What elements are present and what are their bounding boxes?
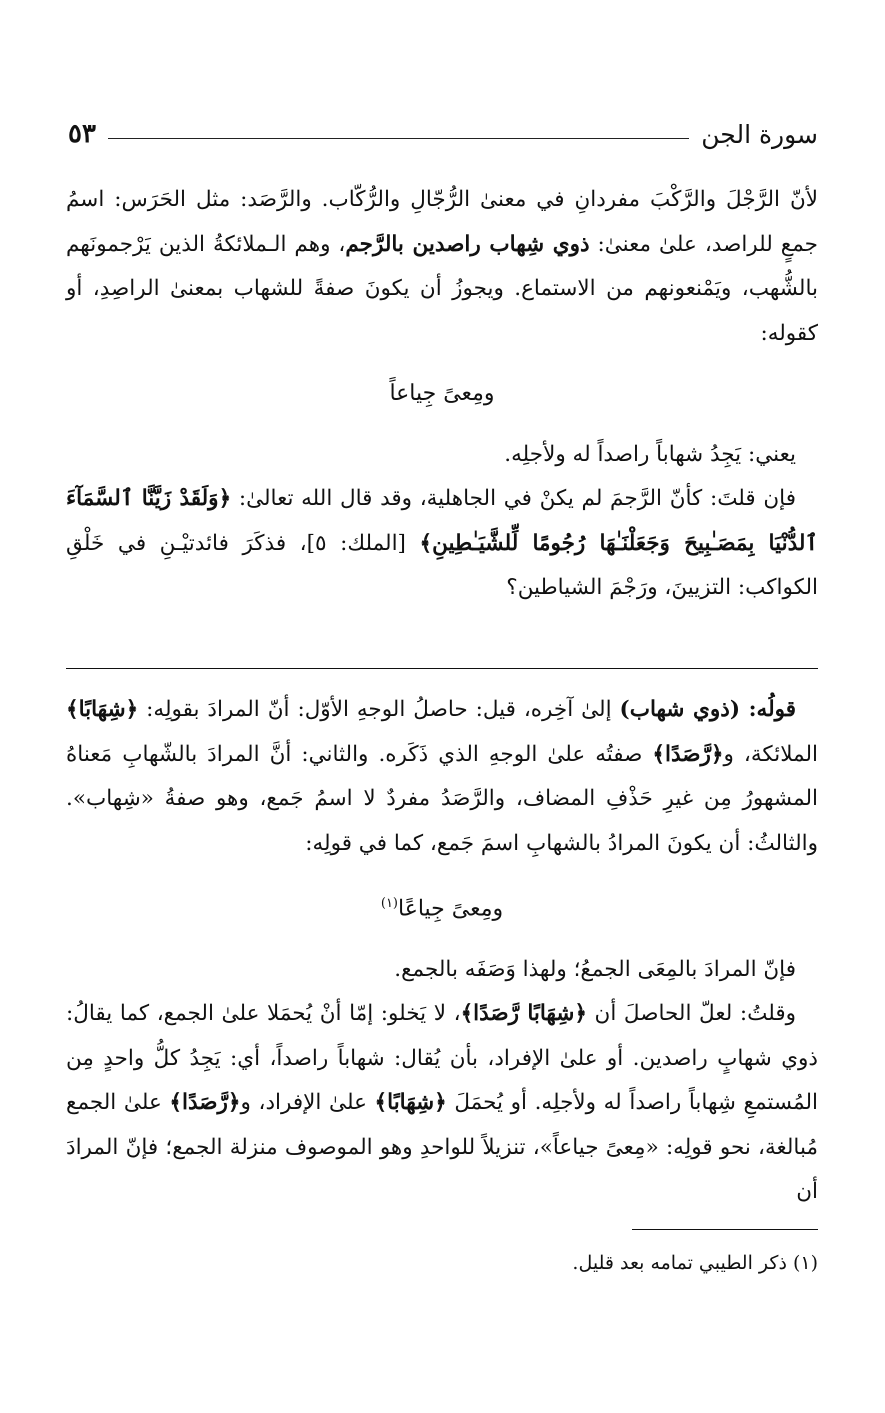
main-paragraph-3 bbox=[66, 477, 818, 611]
commentary-p1-quran-2: ﴿رَّصَدًا﴾ bbox=[652, 741, 724, 767]
footnote: (١) ذكر الطيبي تمامه بعد قليل. bbox=[572, 1252, 818, 1274]
main-p3-text: فإن قلتَ: كأنّ الرَّجمَ لم يكنْ في الجاهلية، وقد قال الله تعالىٰ: bbox=[231, 486, 796, 511]
poetry-verse-2-text: ومِعىً جِياعًا bbox=[398, 896, 504, 922]
page-number: ٥٣ bbox=[68, 119, 96, 149]
quran-reference: [الملك: ٥] bbox=[306, 530, 420, 556]
main-p1-text2: ، وهم الـملائكةُ الذين يَرْجمونَهم بالشُّهب، ويَمْنعونهم من الاستماع. ويجوزُ أن يكونَ صفةً للشهاب بمعنىٰ الراصِدِ، أو كقوله: bbox=[66, 231, 818, 346]
commentary-p1-text2: الملائكة، و bbox=[723, 741, 819, 767]
commentary-lemma: قولُه: (ذوي شهاب) bbox=[619, 697, 796, 722]
running-head bbox=[68, 112, 818, 156]
commentary-p1-text3: صفتُه علىٰ الوجهِ الذي ذَكَره. والثاني: أنَّ المرادَ بالشّهابِ مَعناهُ المشهورُ مِن غيرِ حَذْفِ المضاف، والرَّصَدُ مفردٌ لا اسمُ جَمع، وهو صفةُ «شِهاب». والثالثُ: أن يكونَ المرادُ بالشهابِ اسمَ جَمع، كما في قولِه: bbox=[66, 741, 818, 856]
commentary-p3-text3: علىٰ الإفراد، و bbox=[240, 1090, 375, 1116]
footnote-rule bbox=[632, 1229, 818, 1230]
main-p3-text2: ، فذكَرَ فائدتيْـنِ في خَلْقِ الكواكب: التزيينَ، ورَجْمَ الشياطين؟ bbox=[66, 530, 818, 600]
chapter-title: سورة الجن bbox=[701, 119, 818, 149]
header-rule bbox=[108, 138, 689, 139]
commentary-text bbox=[66, 688, 818, 1215]
poetry-verse-1: ومِعىً جِياعاً bbox=[389, 381, 495, 406]
main-paragraph-1 bbox=[66, 178, 818, 356]
commentary-p3-text4: علىٰ الجمع مُبالغة، نحو قولِه: «مِعىً جياعاً»، تنزيلاً للواحدِ وهو الموصوف منزلة الجمع؛ فإنّ المرادَ أن bbox=[66, 1090, 818, 1205]
footnote-marker: (١) bbox=[380, 896, 398, 911]
commentary-p3-quran-1: ﴿شِهَابًا رَّصَدًا﴾ bbox=[460, 1001, 587, 1027]
commentary-p3-text2: ، لا يَخلو: إمّا أنْ يُحمَلا علىٰ الجمع، كما يقالُ: ذوي شهابٍ راصدين. أو علىٰ الإفراد، بأن يُقال: شهاباً راصداً، أي: يَجِدُ كلُّ واحدٍ مِن المُستمعِ شِهاباً راصداً له ولأجلِه. أو يُحمَلَ bbox=[66, 1001, 819, 1116]
commentary-paragraph-2: فإنّ المرادَ بالمِعَى الجمعُ؛ ولهذا وَصَفَه بالجمع. bbox=[394, 956, 796, 982]
commentary-paragraph-3 bbox=[66, 992, 818, 1215]
main-p1-bold: ذوي شِهاب راصدين بالرَّجم bbox=[345, 231, 590, 257]
quran-verse: ﴿وَلَقَدْ زَيَّنَّا ٱلسَّمَآءَ ٱلدُّنْيَا بِمَصَـٰبِيحَ وَجَعَلْنَـٰهَا رُجُومًا لِّلشَّيَـٰطِينِ﴾ bbox=[66, 486, 818, 556]
commentary-p3-quran-2: ﴿شِهَابًا﴾ bbox=[374, 1090, 447, 1116]
main-p1-text: لأنّ الرَّجْلَ والرَّكْبَ مفردانِ في معنىٰ الرُّجّالِ والرُّكّاب. والرَّصَد: مثل الحَرَس: اسمُ جمعٍ للراصد، علىٰ معنىٰ: bbox=[66, 187, 818, 257]
commentary-divider bbox=[66, 668, 818, 669]
commentary-p1-text: إلىٰ آخِره، قيل: حاصلُ الوجهِ الأوّل: أنّ المرادَ بقولِه: bbox=[138, 697, 620, 722]
main-text bbox=[66, 178, 818, 611]
commentary-paragraph-1 bbox=[66, 688, 818, 866]
commentary-p3-text: وقلتُ: لعلّ الحاصلَ أن bbox=[586, 1001, 796, 1027]
commentary-p3-quran-3: ﴿رَّصَدًا﴾ bbox=[169, 1090, 241, 1116]
commentary-p1-quran-1: ﴿شِهَابًا﴾ bbox=[66, 697, 139, 722]
main-paragraph-2: يعني: يَجِدُ شهاباً راصداً له ولأجلِه. bbox=[504, 441, 796, 467]
poetry-verse-2 bbox=[66, 882, 818, 932]
